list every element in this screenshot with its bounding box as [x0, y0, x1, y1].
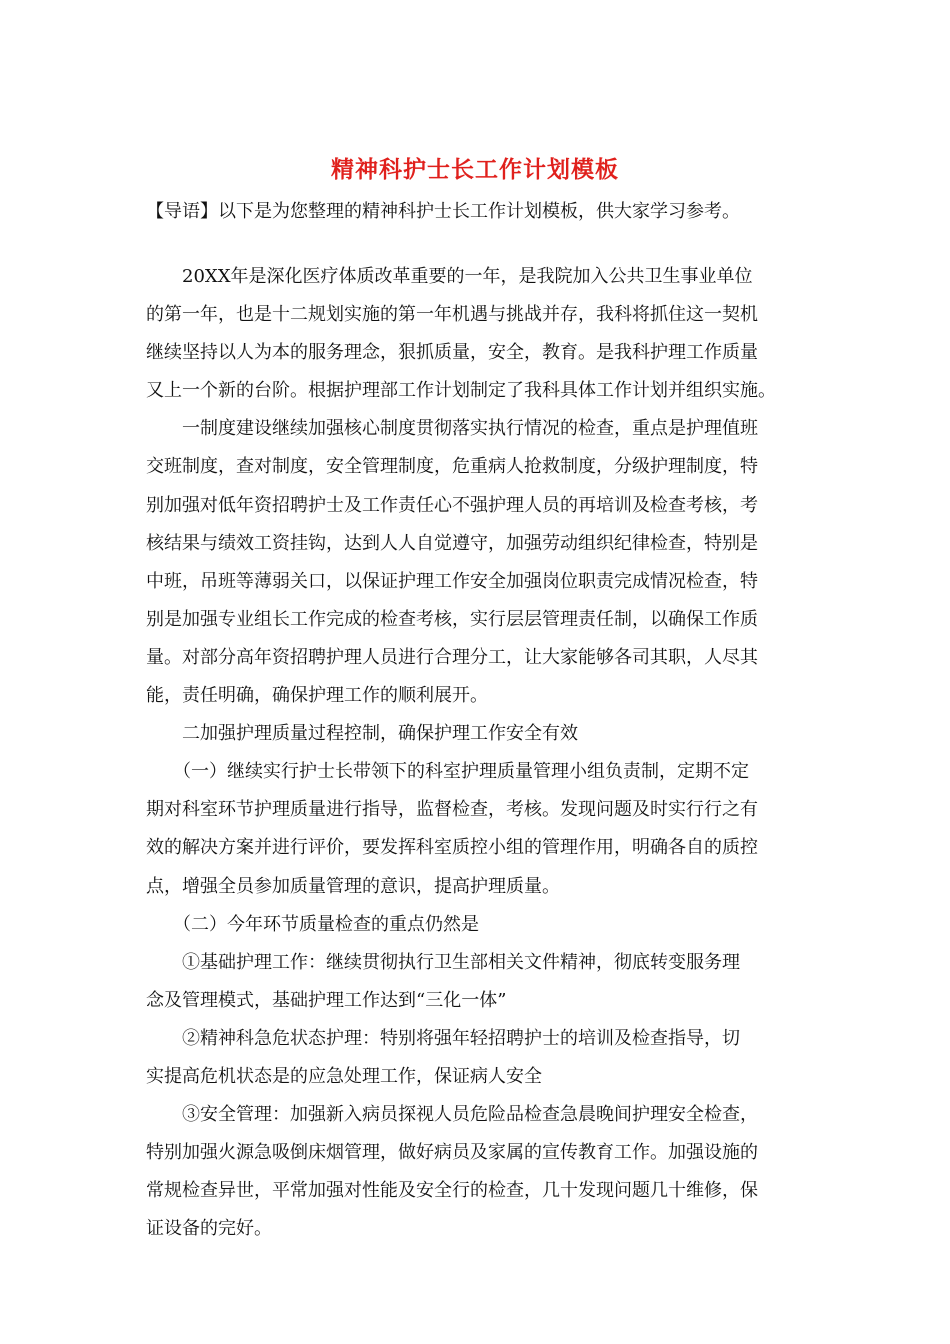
paragraph-line: 核结果与绩效工资挂钩，达到人人自觉遵守，加强劳动组织纪律检查，特别是 [146, 532, 758, 554]
document-body [146, 258, 806, 1248]
paragraph [146, 753, 806, 905]
paragraph [146, 258, 806, 410]
paragraph-line: 特别加强火源急吸倒床烟管理，做好病员及家属的宣传教育工作。加强设施的 [146, 1142, 758, 1164]
paragraph-line: ③安全管理：加强新入病员探视人员危险品检查急晨晚间护理安全检查， [146, 1104, 758, 1126]
paragraph-line: 交班制度，查对制度，安全管理制度，危重病人抢救制度，分级护理制度，特 [146, 456, 758, 478]
paragraph-line: 证设备的完好。 [146, 1218, 272, 1240]
paragraph-line: 的第一年，也是十二规划实施的第一年机遇与挑战并存，我科将抓住这一契机 [146, 304, 758, 326]
paragraph-line: 量。对部分高年资招聘护理人员进行合理分工，让大家能够各司其职，人尽其 [146, 646, 758, 668]
paragraph-line: 中班，吊班等薄弱关口，以保证护理工作安全加强岗位职责完成情况检查，特 [146, 570, 758, 592]
paragraph [146, 906, 806, 944]
paragraph-line: 一制度建设继续加强核心制度贯彻落实执行情况的检查，重点是护理值班 [146, 418, 758, 440]
paragraph-line: 又上一个新的台阶。根据护理部工作计划制定了我科具体工作计划并组织实施。 [146, 380, 776, 402]
paragraph-line: （一）继续实行护士长带领下的科室护理质量管理小组负责制，定期不定 [146, 761, 749, 783]
paragraph-line: 实提高危机状态是的应急处理工作，保证病人安全 [146, 1065, 542, 1087]
paragraph-line: 念及管理模式，基础护理工作达到“三化一体” [146, 989, 507, 1011]
paragraph-line: （二）今年环节质量检查的重点仍然是 [146, 913, 479, 935]
paragraph [146, 410, 806, 715]
paragraph-line: 别是加强专业组长工作完成的检查考核，实行层层管理责任制，以确保工作质 [146, 608, 758, 630]
document-title: 精神科护士长工作计划模板 [331, 156, 619, 183]
paragraph-line: 20XX年是深化医疗体质改革重要的一年，是我院加入公共卫生事业单位 [146, 266, 753, 287]
paragraph [146, 944, 806, 1020]
paragraph-line: 二加强护理质量过程控制，确保护理工作安全有效 [146, 723, 578, 745]
document-intro: 【导语】以下是为您整理的精神科护士长工作计划模板，供大家学习参考。 [146, 201, 740, 222]
paragraph-line: ①基础护理工作：继续贯彻执行卫生部相关文件精神，彻底转变服务理 [146, 951, 740, 973]
paragraph [146, 715, 806, 753]
paragraph [146, 1096, 806, 1248]
paragraph-line: 点，增强全员参加质量管理的意识，提高护理质量。 [146, 875, 560, 897]
paragraph-line: 常规检查异世，平常加强对性能及安全行的检查，几十发现问题几十维修，保 [146, 1180, 758, 1202]
paragraph-line: 效的解决方案并进行评价，要发挥科室质控小组的管理作用，明确各自的质控 [146, 837, 758, 859]
paragraph-line: 能，责任明确，确保护理工作的顺利展开。 [146, 685, 488, 707]
paragraph [146, 1020, 806, 1096]
paragraph-line: 继续坚持以人为本的服务理念，狠抓质量，安全，教育。是我科护理工作质量 [146, 342, 758, 364]
paragraph-line: ②精神科急危状态护理：特别将强年轻招聘护士的培训及检查指导，切 [146, 1027, 740, 1049]
paragraph-line: 期对科室环节护理质量进行指导，监督检查，考核。发现问题及时实行行之有 [146, 799, 758, 821]
paragraph-line: 别加强对低年资招聘护士及工作责任心不强护理人员的再培训及检查考核，考 [146, 494, 758, 516]
